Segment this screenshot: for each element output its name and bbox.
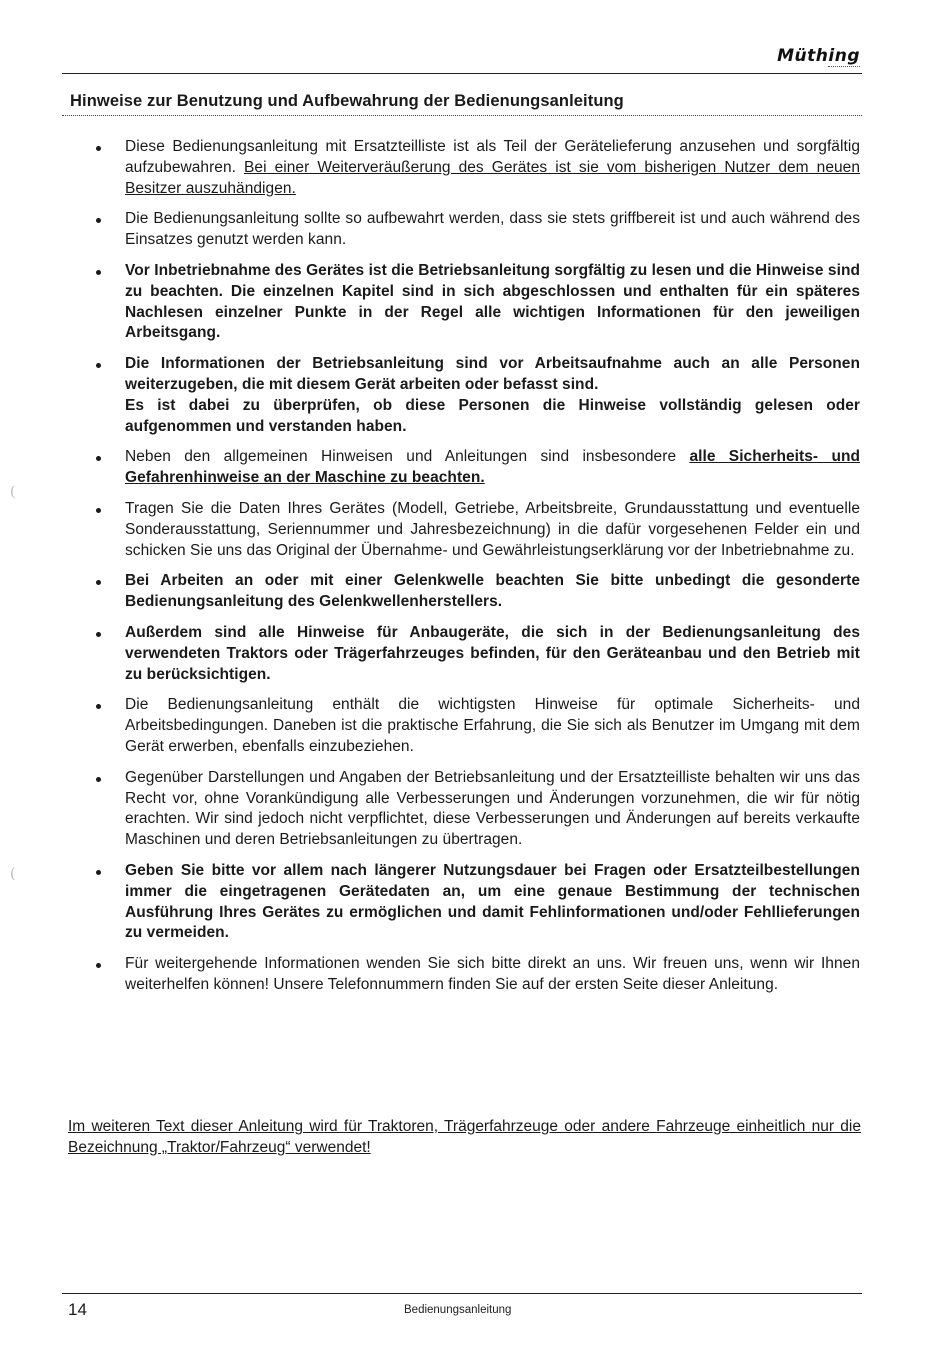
list-item bbox=[94, 861, 860, 944]
bullet-icon bbox=[96, 963, 101, 968]
list-item bbox=[94, 571, 860, 613]
list-item-text bbox=[125, 137, 860, 199]
scan-artifact-mark: ( bbox=[10, 484, 16, 500]
footer-rule bbox=[62, 1293, 862, 1294]
title-rule bbox=[62, 115, 862, 116]
logo-text: Müthing bbox=[777, 46, 860, 66]
bullet-icon bbox=[96, 270, 101, 275]
list-item bbox=[94, 623, 860, 685]
bullet-icon bbox=[96, 632, 101, 637]
list-item-underlined-text: Bei einer Weiterveräußerung des Gerätes ist sie vom bisherigen Nutzer dem neuen Besitzer auszuhändigen. bbox=[125, 158, 861, 197]
list-item-text: Geben Sie bitte vor allem nach längerer Nutzungsdauer bei Fragen oder Ersatzteilbestellungen immer die eingetragenen Gerätedaten an, um eine genaue Bestimmung der technischen Ausführung Ihres Gerätes zu ermöglichen und damit Fehlinformationen und/oder Fehllieferungen zu vermeiden. bbox=[125, 861, 860, 942]
list-item bbox=[94, 261, 860, 344]
list-item bbox=[94, 447, 860, 489]
list-item-text: Vor Inbetriebnahme des Gerätes ist die Betriebsanleitung sorgfältig zu lesen und die Hinweise sind zu beachten. Die einzelnen Kapitel sind in sich abgeschlossen und enthalten für ein späteres Nachlesen einzelner Punkte in der Regel alle wichtigen Informationen für den jeweiligen Arbeitsgang. bbox=[125, 261, 860, 342]
section-title: Hinweise zur Benutzung und Aufbewahrung der Bedienungsanleitung bbox=[70, 92, 624, 110]
footer-label: Bedienungsanleitung bbox=[404, 1304, 512, 1316]
list-item-plain-text: Diese Bedienungsanleitung mit Ersatzteilliste ist als Teil der Gerätelieferung anzusehen und sorgfältig aufzubewahren. bbox=[125, 138, 860, 176]
list-item-plain-text: Neben den allgemeinen Hinweisen und Anleitungen sind insbesondere bbox=[125, 448, 690, 466]
list-item-text: Bei Arbeiten an oder mit einer Gelenkwelle beachten Sie bitte unbedingt die gesonderte Bedienungsanleitung des Gelenkwellenherstellers. bbox=[125, 572, 860, 611]
list-item-text: Gegenüber Darstellungen und Angaben der Betriebsanleitung und der Ersatzteilliste behalten wir uns das Recht vor, ohne Vorankündigung alle Verbesserungen und Änderungen vorzunehmen, die wir für nötig erachten. Wir sind jedoch nicht verpflichtet, diese Verbesserungen und Änderungen auf bereits verkaufte Maschinen und deren Betriebsanleitungen zu übertragen. bbox=[125, 768, 860, 849]
bullet-list bbox=[94, 137, 860, 1006]
bullet-icon bbox=[96, 456, 101, 461]
list-item bbox=[94, 137, 860, 199]
list-item-text bbox=[125, 447, 860, 489]
bullet-icon bbox=[96, 704, 101, 709]
list-item bbox=[94, 354, 860, 437]
bullet-icon bbox=[96, 777, 101, 782]
list-item bbox=[94, 954, 860, 996]
bullet-icon bbox=[96, 218, 101, 223]
brand-logo bbox=[760, 46, 860, 66]
list-item bbox=[94, 499, 860, 561]
list-item-text: Die Bedienungsanleitung sollte so aufbewahrt werden, dass sie stets griffbereit ist und auch während des Einsatzes genutzt werden kann. bbox=[125, 210, 860, 249]
closing-note: Im weiteren Text dieser Anleitung wird für Traktoren, Trägerfahrzeuge oder andere Fahrzeuge einheitlich nur die Bezeichnung „Traktor/Fahrzeug“ verwendet! bbox=[68, 1118, 861, 1156]
list-item-underlined-text: alle Sicherheits- und Gefahrenhinweise an der Maschine zu beachten. bbox=[125, 448, 860, 487]
list-item-text: Tragen Sie die Daten Ihres Gerätes (Modell, Getriebe, Arbeitsbreite, Grundausstattung und eventuelle Sonderausstattung, Seriennummer und Jahresbezeichnung) in die dafür vorgesehenen Felder ein und schicken Sie uns das Original der Übernahme- und Gewährleistungserklärung vor der Inbetriebnahme zu. bbox=[125, 499, 860, 559]
list-item bbox=[94, 209, 860, 251]
logo-underline bbox=[828, 66, 860, 70]
list-item-text: Außerdem sind alle Hinweise für Anbaugeräte, die sich in der Bedienungsanleitung des verwendeten Traktors oder Trägerfahrzeuges befinden, für den Geräteanbau und den Betrieb mit zu berücksichtigen. bbox=[125, 623, 860, 683]
bullet-icon bbox=[96, 363, 101, 368]
bullet-icon bbox=[96, 508, 101, 513]
scan-artifact-mark: ( bbox=[10, 866, 16, 882]
page-number: 14 bbox=[68, 1300, 87, 1319]
header-rule bbox=[62, 73, 862, 74]
list-item bbox=[94, 768, 860, 851]
list-item-text: Für weitergehende Informationen wenden Sie sich bitte direkt an uns. Wir freuen uns, wenn wir Ihnen weiterhelfen können! Unsere Telefonnummern finden Sie auf der ersten Seite dieser Anleitung. bbox=[125, 955, 860, 993]
list-item bbox=[94, 695, 860, 757]
list-item-text-continued: Es ist dabei zu überprüfen, ob diese Personen die Hinweise vollständig gelesen oder aufgenommen und verstanden haben. bbox=[125, 396, 860, 435]
list-item-text: Die Informationen der Betriebsanleitung sind vor Arbeitsaufnahme auch an alle Personen weiterzugeben, die mit diesem Gerät arbeiten oder befasst sind. bbox=[125, 355, 860, 393]
bullet-icon bbox=[96, 870, 101, 875]
list-item-text: Die Bedienungsanleitung enthält die wichtigsten Hinweise für optimale Sicherheits- und Arbeitsbedingungen. Daneben ist die praktische Erfahrung, die Sie sich als Benutzer im Umgang mit dem Gerät erwerben, ebenfalls einzubeziehen. bbox=[125, 696, 860, 755]
bullet-icon bbox=[96, 146, 101, 151]
bullet-icon bbox=[96, 580, 101, 585]
